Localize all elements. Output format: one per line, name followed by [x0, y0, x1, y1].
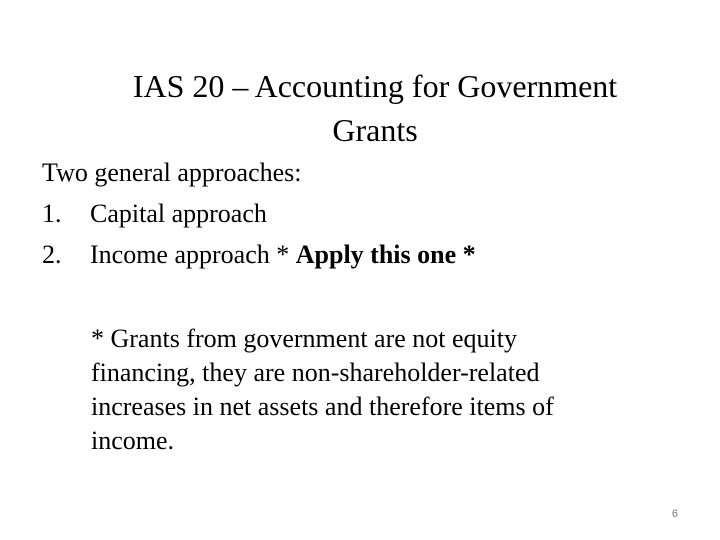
list-item-text: Income approach * [90, 240, 296, 269]
note-line: financing, they are non-shareholder-related [91, 358, 540, 387]
intro-text: Two general approaches: [42, 158, 302, 187]
list-item [42, 193, 682, 234]
approach-list [42, 193, 682, 275]
slide-body [42, 152, 682, 275]
title-line-1: IAS 20 – Accounting for Government [132, 68, 618, 104]
list-item-emphasis: Apply this one * [295, 240, 476, 269]
slide-title [60, 64, 690, 152]
list-item-text: Capital approach [90, 199, 267, 228]
note-line: * Grants from government are not equity [91, 324, 517, 353]
note-paragraph [91, 322, 681, 458]
note-line: income. [91, 426, 175, 455]
note-line: increases in net assets and therefore items of [91, 392, 554, 421]
title-line-2: Grants [332, 112, 418, 148]
page-number: 6 [671, 508, 678, 520]
list-item-number: 2. [42, 240, 62, 269]
list-item-number: 1. [42, 199, 62, 228]
list-item [42, 234, 682, 275]
